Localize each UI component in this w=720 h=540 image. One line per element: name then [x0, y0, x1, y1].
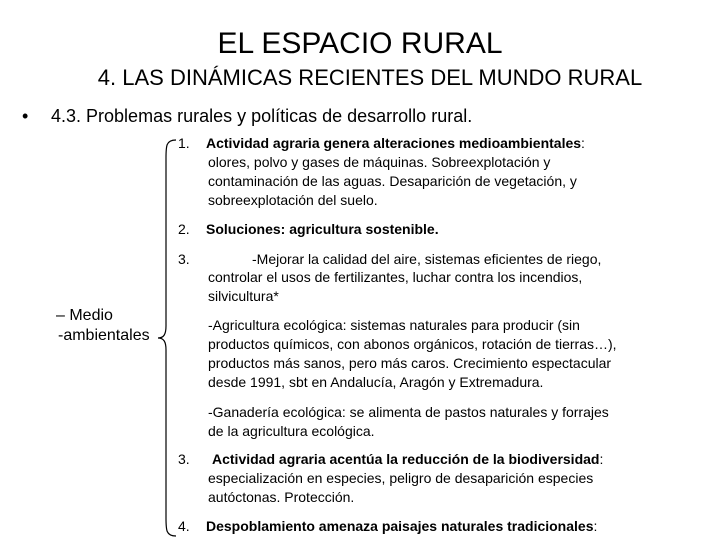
- body-line: -Agricultura ecológica: sistemas naturales para producir (sin: [208, 317, 580, 333]
- body-line: productos químicos, con abonos orgánicos, rotación de tierras…),: [208, 336, 617, 352]
- item-colon: :: [599, 451, 604, 467]
- main-bullet: [22, 104, 472, 128]
- paragraph-ganaderia-ecologica: [208, 403, 698, 441]
- body-line: especialización en especies, peligro de desaparición especies: [208, 470, 594, 486]
- list-item-1: [178, 134, 698, 152]
- body-line: silvicultura*: [208, 288, 279, 304]
- body-line: -Ganadería ecológica: se alimenta de pastos naturales y forrajes: [208, 404, 609, 420]
- body-line: de la agricultura ecológica.: [208, 423, 375, 439]
- list-item-4: [178, 517, 698, 535]
- list-item-3b: [178, 450, 698, 468]
- side-label-line2: -ambientales: [58, 327, 150, 344]
- body-line: desde 1991, sbt en Andalucía, Aragón y Extremadura.: [208, 374, 544, 390]
- body-line: controlar el usos de fertilizantes, luchar contra los incendios,: [208, 269, 583, 285]
- bullet-marker: •: [22, 106, 29, 126]
- slide-subtitle: 4. LAS DINÁMICAS RECIENTES DEL MUNDO RURAL: [97, 65, 643, 90]
- side-label: [56, 306, 150, 346]
- body-line: olores, polvo y gases de máquinas. Sobreexplotación y: [208, 154, 551, 170]
- item-1-body: [208, 153, 698, 210]
- side-label-line1: – Medio: [56, 307, 113, 324]
- item-number: 4.: [178, 518, 190, 534]
- item-heading: Soluciones: agricultura sostenible.: [206, 221, 439, 237]
- body-line: contaminación de las aguas. Desaparición de vegetación, y: [208, 173, 577, 189]
- item-colon: :: [581, 135, 585, 151]
- item-number: 3.: [178, 251, 190, 267]
- list-item-2: [178, 220, 698, 238]
- body-line: productos más sanos, pero más caros. Crecimiento espectacular: [208, 355, 612, 371]
- item-heading: Actividad agraria acentúa la reducción de la biodiversidad: [212, 451, 600, 467]
- paragraph-agricultura-ecologica: [208, 316, 698, 392]
- slide-title: EL ESPACIO RURAL: [217, 27, 503, 60]
- item-number: 1.: [178, 135, 190, 151]
- item-colon: :: [593, 518, 598, 534]
- body-line: autóctonas. Protección.: [208, 489, 355, 505]
- item-heading: Actividad agraria genera alteraciones medioambientales: [206, 135, 582, 151]
- main-bullet-text: 4.3. Problemas rurales y políticas de desarrollo rural.: [51, 106, 473, 126]
- item-number: 3.: [178, 451, 190, 467]
- item-first-line: -Mejorar la calidad del aire, sistemas eficientes de riego,: [252, 251, 602, 267]
- item-3b-body: [208, 469, 698, 507]
- body-line: sobreexplotación del suelo.: [208, 192, 378, 208]
- item-3a-body: [208, 268, 698, 306]
- curly-brace: [156, 138, 180, 538]
- item-number: 2.: [178, 221, 190, 237]
- item-heading: Despoblamiento amenaza paisajes naturales tradicionales: [206, 518, 594, 534]
